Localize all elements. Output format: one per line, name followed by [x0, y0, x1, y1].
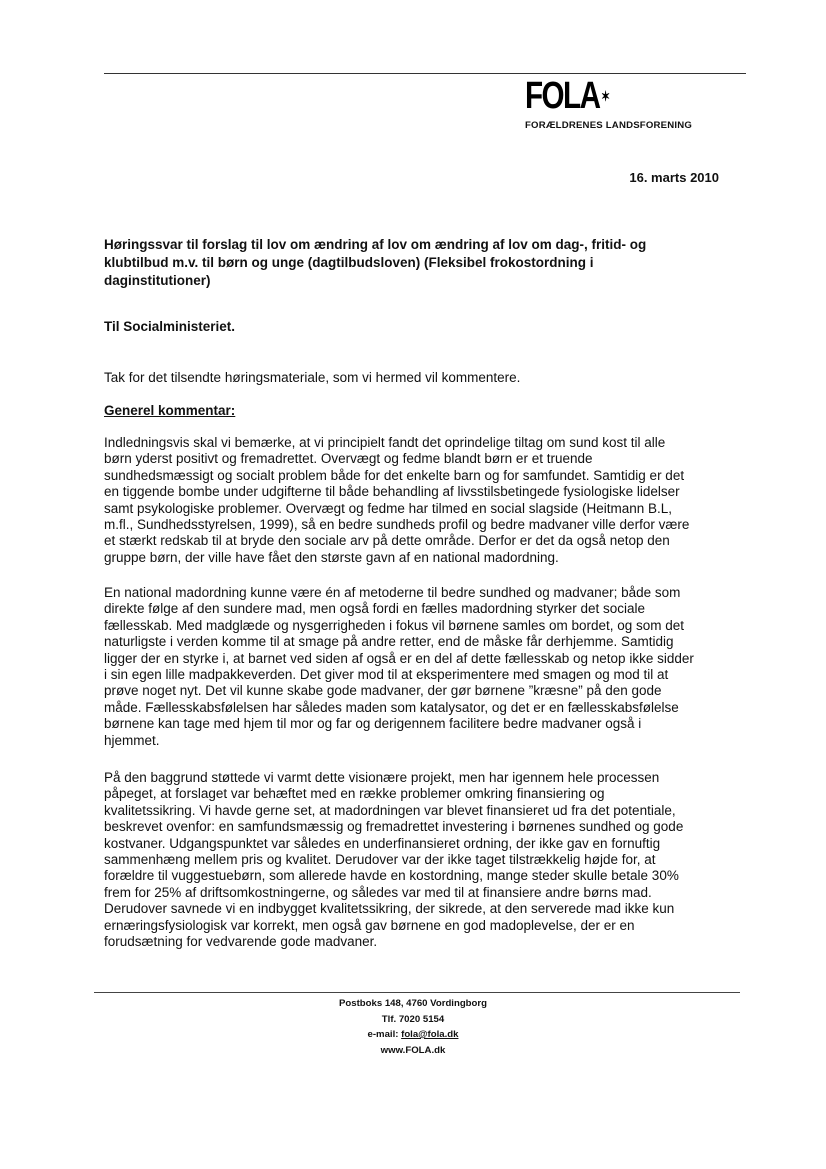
paragraph-line: På den baggrund støttede vi varmt dette visionære projekt, men har igennem hele processen — [104, 770, 660, 785]
paragraph-line: kvalitetssikring. Vi havde gerne set, at madordningen var blevet finansieret ud fra det potentiale, — [104, 802, 676, 818]
paragraph-line: kostvaner. Udgangspunktet var således en underfinansieret ordning, der ikke gav en fornuftig — [104, 835, 661, 851]
footer-address: Postboks 148, 4760 Vordingborg — [338, 998, 488, 1009]
footer-email-line — [0, 1027, 826, 1043]
paragraph-line: en tiggende bombe under udgifterne til både behandling af livsstilsbetingede fysiologiske lidelser — [104, 484, 680, 500]
recipient: Til Socialministeriet. — [104, 319, 236, 334]
logo-wordmark: FOLA ✶ — [525, 75, 611, 117]
paragraph-line: prøve noget nyt. Det vil kunne skabe gode madvaner, der gør børnene ”kræsne” på den gode — [104, 683, 662, 699]
footer-divider — [94, 992, 740, 993]
bird-icon: ✶ — [601, 88, 611, 104]
paragraph-line: samt psykologiske problemer. Overvægt og fedme har tilmed en social slagside (Heitmann B.L, — [104, 500, 673, 516]
paragraph-line: naturligste i verden komme til at smage på andre retter, end de måske får derhjemme. Samtidig — [104, 634, 674, 650]
intro-text: Tak for det tilsendte høringsmateriale, som vi hermed vil kommentere. — [104, 370, 521, 385]
paragraph-line: børnene kan tage med hjem til mor og far og derigennem facilitere bedre madvaner også i — [104, 716, 642, 732]
paragraph-line: En national madordning kunne være én af metoderne til bedre sundhed og madvaner; både som — [104, 585, 681, 600]
paragraph-line: i sin egen lille madpakkeverden. Det giver mod til at eksperimentere med smagen og mod til at — [104, 667, 669, 683]
footer-phone: Tlf. 7020 5154 — [381, 1013, 445, 1025]
letter-heading — [104, 236, 704, 290]
email-label: e-mail: — [367, 1029, 402, 1040]
top-divider — [104, 73, 746, 74]
heading-line: Høringssvar til forslag til lov om ændring af lov om ændring af lov om dag-, fritid- og — [104, 237, 647, 252]
paragraph-line: ernæringsfysiologisk var korrekt, men også gav børnene en god madoplevelse, der er en — [104, 917, 635, 933]
paragraph-line: fællesskab. Med madglæde og nysgerrigheden i fokus vil børnene samles om bordet, og som det — [104, 617, 685, 633]
email-link[interactable]: fola@fola.dk — [401, 1029, 459, 1040]
paragraph-line: Indledningsvis skal vi bemærke, at vi principielt fandt det oprindelige tiltag om sund kost til alle — [104, 435, 666, 450]
paragraph-line: børn yderst positivt og fremadrettet. Overvægt og fedme blandt børn er et truende — [104, 451, 593, 467]
fola-logo — [525, 76, 725, 134]
paragraph-1 — [104, 435, 724, 566]
paragraph-line: frem for 25% af driftsomkostningerne, og således var med til at finansiere andre børns mad. — [104, 884, 652, 900]
footer-website[interactable]: www.FOLA.dk — [380, 1044, 446, 1056]
paragraph-line: måde. Fællesskabsfølelsen har således maden som katalysator, og det er en fællesskabsfølelse — [104, 699, 679, 715]
organization-name: FORÆLDRENES LANDSFORENING — [525, 120, 693, 131]
paragraph-2 — [104, 585, 724, 749]
paragraph-line: sammenhæng mellem pris og kvalitet. Derudover var der ikke taget tilstrækkelig højde for, at — [104, 852, 656, 868]
paragraph-line: påpeget, at forslaget var behæftet med en række problemer omkring finansiering og — [104, 786, 605, 802]
heading-line: klubtilbud m.v. til børn og unge (dagtilbudsloven) (Fleksibel frokostordning i — [104, 255, 594, 270]
paragraph-line: hjemmet. — [104, 732, 160, 748]
paragraph-line: Derudover savnede vi en indbygget kvalitetssikring, der sikrede, at den serverede mad ikke kun — [104, 901, 675, 917]
paragraph-line: gruppe børn, der ville have fået den største gavn af en national madordning. — [104, 549, 559, 565]
paragraph-line: direkte følge af den sundere mad, men også fordi en fælles madordning styrker det sociale — [104, 601, 646, 617]
footer — [0, 996, 826, 1058]
paragraph-line: ligger der en styrke i, at barnet ved siden af også er en del af dette fællesskab og netop ikke sidder — [104, 650, 694, 666]
paragraph-3 — [104, 770, 724, 950]
paragraph-line: et stærkt redskab til at bryde den sociale arv på dette område. Derfor er det da også netop den — [104, 533, 670, 549]
section-title: Generel kommentar: — [104, 403, 236, 418]
paragraph-line: beskrevet ovenfor: en samfundsmæssig og fremadrettet investering i børnenes sundhed og gode — [104, 819, 684, 835]
letter-date: 16. marts 2010 — [629, 170, 719, 185]
heading-line: daginstitutioner) — [104, 273, 211, 288]
paragraph-line: forældre til vuggestuebørn, som allerede havde en kostordning, mange steder skulle betale 30% — [104, 868, 679, 884]
paragraph-line: m.fl., Sundhedsstyrelsen, 1999), så en bedre sundheds profil og bedre madvaner ville derfor være — [104, 517, 690, 533]
paragraph-line: sundhedsmæssigt og socialt problem både for det enkelte barn og for samfundet. Samtidig er det — [104, 467, 685, 483]
paragraph-line: forudsætning for vedvarende gode madvaner. — [104, 934, 378, 950]
